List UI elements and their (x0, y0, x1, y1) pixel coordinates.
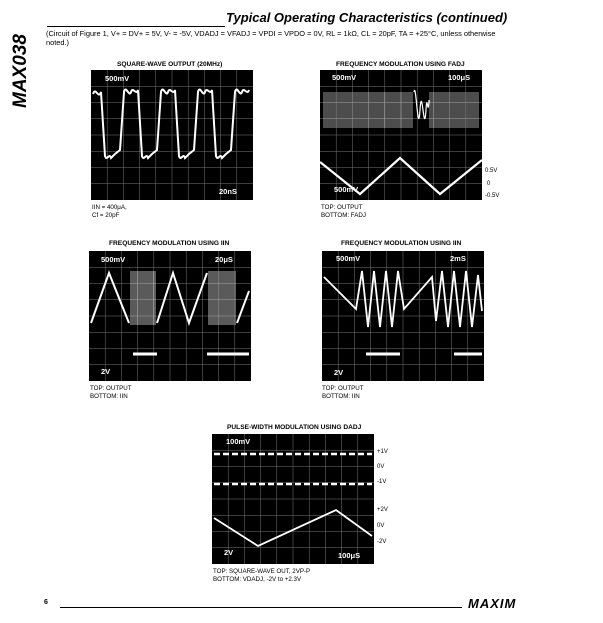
maxim-logo: MAXIM (468, 596, 517, 611)
plot-title-fm-iin-2: FREQUENCY MODULATION USING IIN (341, 240, 462, 247)
caption-fm-iin-1: TOP: OUTPUT BOTTOM: IIN (90, 385, 132, 400)
page-number: 6 (44, 599, 48, 606)
pwm-side-label-2: 0V (377, 464, 385, 470)
caption-square-wave: IIN = 400μA, Cf = 20pF (92, 204, 127, 219)
part-number-text: MAX038 (10, 34, 31, 108)
caption-fm-fadj: TOP: OUTPUT BOTTOM: FADJ (321, 204, 366, 219)
caption-fm-iin-2: TOP: OUTPUT BOTTOM: IIN (322, 385, 364, 400)
part-number-vertical (4, 8, 30, 108)
plot-title-square-wave: SQUARE-WAVE OUTPUT (20MHz) (117, 61, 223, 68)
scope-square-wave-timescale: 20nS (219, 187, 237, 196)
scope-fm-iin-1 (89, 251, 251, 381)
fm-fadj-side-label-top: 0.5V (485, 168, 498, 174)
scope-fm-iin-2 (322, 251, 484, 381)
scope-fm-iin-2-vscale: 500mV (336, 254, 361, 263)
scope-fm-fadj (320, 70, 482, 200)
scope-pwm-dadj-timescale: 100μS (338, 551, 361, 560)
scope-pwm-dadj (212, 434, 374, 564)
pwm-side-label-6: -2V (377, 539, 387, 545)
pwm-side-label-3: -1V (377, 479, 387, 485)
fm-fadj-side-label-bottom: -0.5V (485, 193, 500, 199)
pwm-side-label-4: +2V (377, 507, 388, 513)
scope-square-wave (91, 70, 253, 200)
scope-fm-fadj-bottom-scale: 500mV (334, 185, 359, 194)
caption-pwm-dadj: TOP: SQUARE-WAVE OUT, 2VP-P BOTTOM: VDADJ, -2V to +2.3V (213, 568, 311, 583)
scope-pwm-dadj-vscale: 100mV (226, 437, 251, 446)
footer-rule (60, 607, 462, 608)
plot-title-pwm-dadj: PULSE-WIDTH MODULATION USING DADJ (227, 424, 362, 431)
scope-fm-iin-2-timescale: 2mS (450, 254, 466, 263)
header-rule (47, 26, 225, 27)
scope-fm-fadj-timescale: 100μS (448, 73, 471, 82)
scope-fm-iin-1-bottom-scale: 2V (101, 367, 111, 376)
scope-fm-iin-1-vscale: 500mV (101, 255, 126, 264)
scope-fm-iin-2-bottom-scale: 2V (334, 368, 344, 377)
pwm-side-label-1: +1V (377, 449, 388, 455)
plot-title-fm-iin-1: FREQUENCY MODULATION USING IIN (109, 240, 230, 247)
fm-fadj-side-label-mid: 0 (487, 181, 491, 187)
scope-square-wave-vscale: 500mV (105, 74, 130, 83)
test-conditions: (Circuit of Figure 1, V+ = DV+ = 5V, V- = -5V, VDADJ = VFADJ = VPDI = VPDO = 0V, RL = 1kΩ, CL = 20pF, TA = +25°C, unless otherwise noted.) (46, 29, 496, 47)
scope-fm-fadj-vscale: 500mV (332, 73, 357, 82)
pwm-side-label-5: 0V (377, 523, 385, 529)
scope-fm-iin-1-timescale: 20μS (215, 255, 233, 264)
plot-title-fm-fadj: FREQUENCY MODULATION USING FADJ (336, 61, 465, 68)
page-heading: Typical Operating Characteristics (continued) (226, 10, 508, 25)
scope-pwm-dadj-bottom-scale: 2V (224, 548, 234, 557)
